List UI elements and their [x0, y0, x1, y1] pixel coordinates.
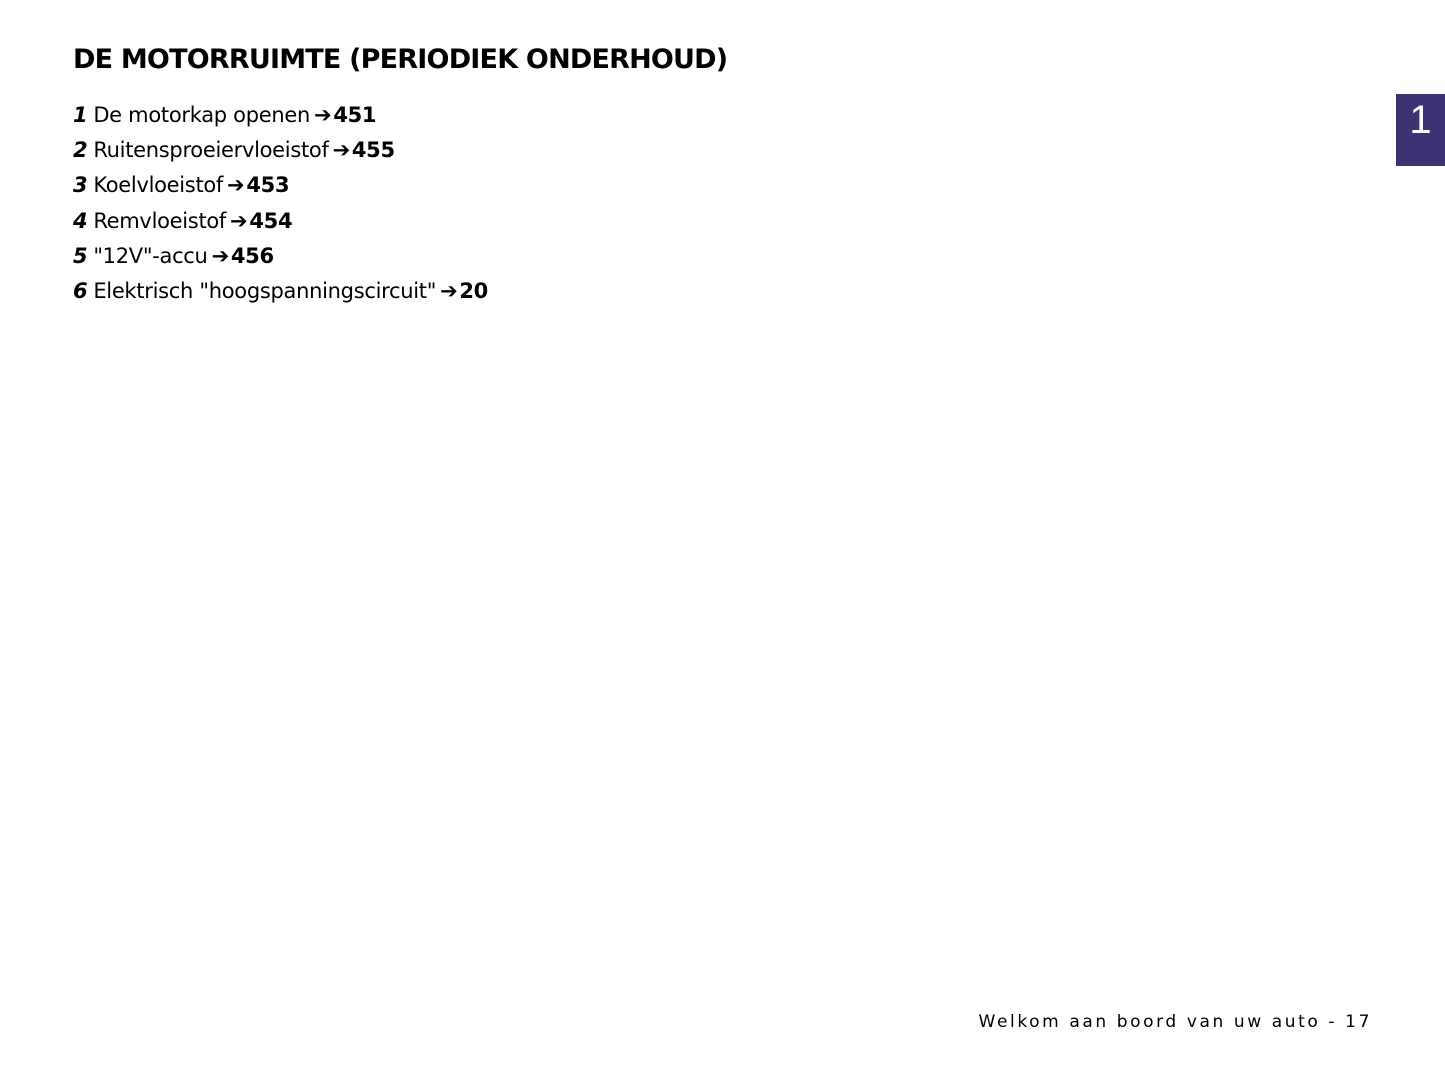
list-item	[73, 98, 488, 133]
item-label: Koelvloeistof	[93, 173, 224, 198]
page-reference-link[interactable]: 453	[246, 173, 290, 198]
item-label: "12V"-accu	[93, 243, 208, 268]
item-label: Elektrisch "hoogspanningscircuit"	[93, 278, 437, 303]
item-number: 3	[73, 173, 88, 198]
page-footer: Welkom aan boord van uw auto - 17	[978, 1012, 1372, 1032]
page-reference-link[interactable]: 451	[333, 103, 377, 127]
arrow-right-icon: ➔	[440, 278, 458, 303]
page-reference-link[interactable]: 455	[351, 138, 395, 163]
page-title: DE MOTORRUIMTE (PERIODIEK ONDERHOUD)	[73, 44, 728, 75]
list-item	[73, 204, 488, 239]
page-reference-link[interactable]: 456	[230, 243, 274, 268]
arrow-right-icon: ➔	[332, 138, 350, 163]
arrow-right-icon: ➔	[211, 243, 229, 268]
item-number: 5	[73, 243, 88, 268]
page-reference-link[interactable]: 20	[459, 278, 488, 303]
item-label: De motorkap openen	[93, 103, 311, 127]
reference-list	[73, 98, 488, 309]
item-label: Ruitensproeiervloeistof	[93, 138, 329, 163]
item-label: Remvloeistof	[93, 208, 227, 233]
arrow-right-icon: ➔	[230, 208, 248, 233]
list-item	[73, 239, 488, 274]
arrow-right-icon: ➔	[227, 173, 245, 198]
item-number: 4	[73, 208, 88, 233]
list-item	[73, 133, 488, 168]
list-item	[73, 274, 488, 309]
arrow-right-icon: ➔	[314, 103, 332, 127]
list-item	[73, 168, 488, 203]
item-number: 1	[73, 103, 88, 127]
chapter-tab[interactable]: 1	[1396, 94, 1445, 166]
page-reference-link[interactable]: 454	[249, 208, 293, 233]
item-number: 6	[73, 278, 88, 303]
item-number: 2	[73, 138, 88, 163]
